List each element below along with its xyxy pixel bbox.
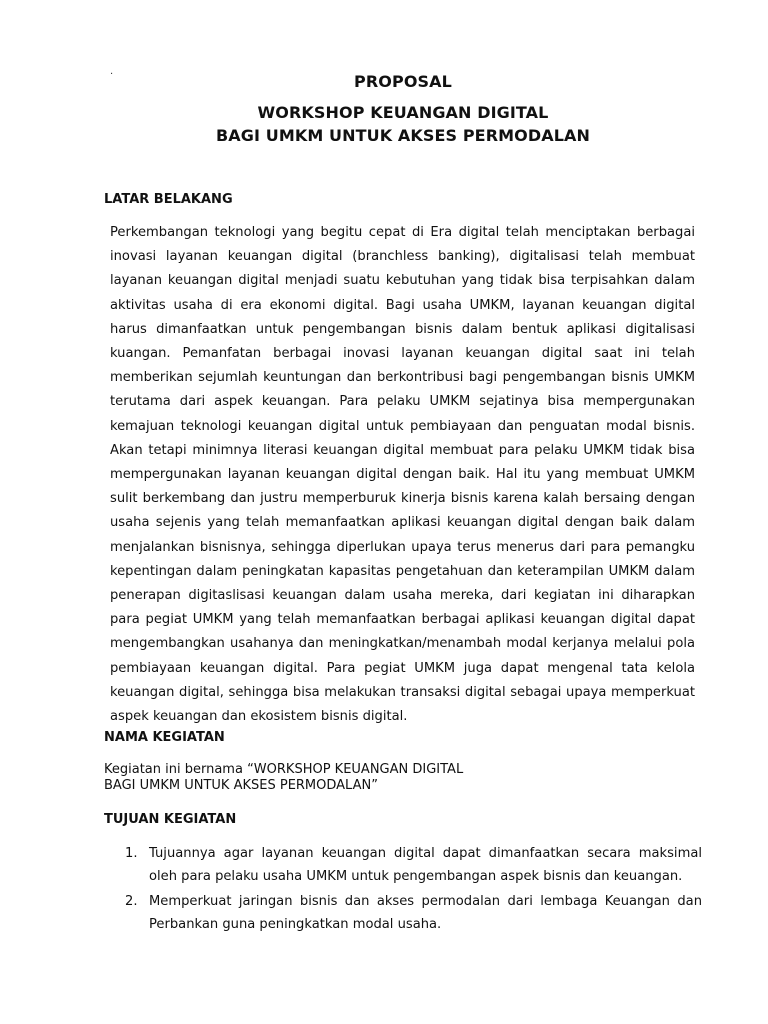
list-item-number: 2.: [125, 894, 138, 909]
nama-kegiatan-text: [104, 762, 704, 794]
stray-dot: .: [110, 66, 114, 77]
tujuan-kegiatan-list: [104, 842, 702, 938]
document-subtitle-line1: WORKSHOP KEUANGAN DIGITAL: [257, 103, 549, 122]
section-heading-tujuan-kegiatan: TUJUAN KEGIATAN: [104, 812, 237, 827]
list-item: [104, 842, 702, 888]
list-item: [104, 890, 702, 936]
latar-belakang-paragraph: Perkembangan teknologi yang begitu cepat di Era digital telah menciptakan berbagai inovasi layanan keuangan digital (branchless banking), digitalisasi telah membuat layanan keuangan digital menjadi suatu kebutuhan yang tidak bisa terpisahkan dalam aktivitas usaha di era ekonomi digital. Bagi usaha UMKM, layanan keuangan digital harus dimanfaatkan untuk pengembangan bisnis dalam bentuk aplikasi digitalisasi kuangan. Pemanfatan berbagai inovasi layanan keuangan digital saat ini telah memberikan sejumlah keuntungan dan berkontribusi bagi pengembangan bisnis UMKM terutama dari aspek keuangan. Para pelaku UMKM sejatinya bisa mempergunakan kemajuan teknologi keuangan digital untuk pembiayaan dan penguatan modal bisnis. Akan tetapi minimnya literasi keuangan digital membuat para pelaku UMKM tidak bisa mempergunakan layanan keuangan digital dengan baik. Hal itu yang membuat UMKM sulit berkembang dan justru memperburuk kinerja bisnis karena kalah bersaing dengan usaha sejenis yang telah memanfaatkan aplikasi keuangan digital dengan baik dalam menjalankan bisnisnya, sehingga diperlukan upaya terus menerus dari para pemangku kepentingan dalam peningkatan kapasitas pengetahuan dan keterampilan UMKM dalam penerapan digitaslisasi keuangan dalam usaha mereka, dari kegiatan ini diharapkan para pegiat UMKM yang telah memanfaatkan berbagai aplikasi keuangan digital dapat mengembangkan usahanya dan meningkatkan/menambah modal kerjanya melalui pola pembiayaan keuangan digital. Para pegiat UMKM juga dapat mengenal tata kelola keuangan digital, sehingga bisa melakukan transaksi digital sebagai upaya memperkuat aspek keuangan dan ekosistem bisnis digital.: [110, 225, 695, 725]
document-title: PROPOSAL: [354, 72, 452, 91]
list-item-text: Memperkuat jaringan bisnis dan akses permodalan dari lembaga Keuangan dan Perbankan guna peningkatkan modal usaha.: [149, 894, 702, 932]
nama-kegiatan-line1: Kegiatan ini bernama “WORKSHOP KEUANGAN DIGITAL: [104, 762, 464, 777]
section-heading-latar-belakang: LATAR BELAKANG: [104, 192, 233, 207]
list-item-text: Tujuannya agar layanan keuangan digital dapat dimanfaatkan secara maksimal oleh para pelaku usaha UMKM untuk pengembangan aspek bisnis dan keuangan.: [149, 846, 702, 884]
nama-kegiatan-line2: BAGI UMKM UNTUK AKSES PERMODALAN”: [104, 778, 378, 793]
document-subtitle-line2: BAGI UMKM UNTUK AKSES PERMODALAN: [216, 126, 590, 145]
list-item-number: 1.: [125, 846, 138, 861]
section-heading-nama-kegiatan: NAMA KEGIATAN: [104, 730, 225, 745]
